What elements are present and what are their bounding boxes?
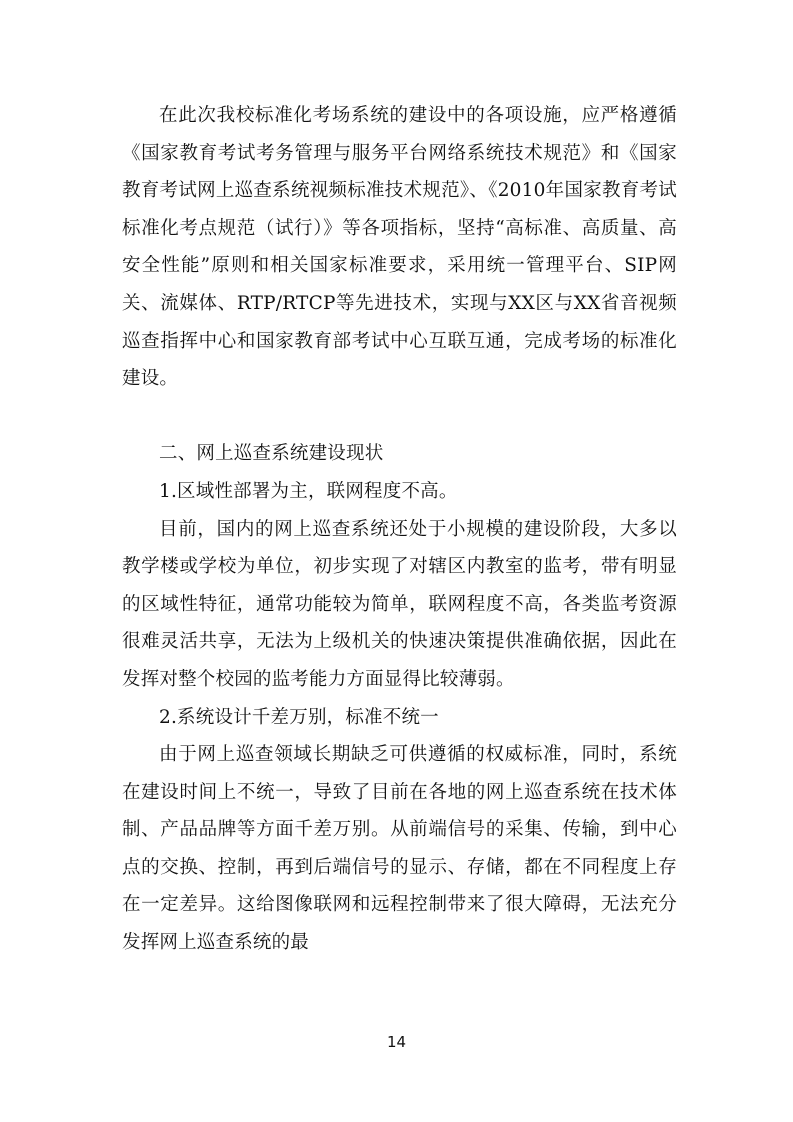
- subsection-heading-1: 1.区域性部署为主，联网程度不高。: [159, 480, 458, 502]
- paragraph-spacer: [122, 398, 677, 436]
- section-heading: 二、网上巡查系统建设现状: [159, 443, 384, 465]
- intro-paragraph: 在此次我校标准化考场系统的建设中的各项设施，应严格遵循《国家教育考试考务管理与服务平台网络系统技术规范》和《国家教育考试网上巡查系统视频标准技术规范》、《2010年国家教育考试标准化考点规范（试行）》等各项指标，坚持“高标准、高质量、高安全性能”原则和相关国家标准要求，采用统一管理平台、SIP网关、流媒体、RTP/RTCP等先进技术，实现与XX区与XX省音视频巡查指挥中心和国家教育部考试中心互联互通，完成考场的标准化建设。: [122, 105, 677, 390]
- body-paragraph-2: 由于网上巡查领域长期缺乏可供遵循的权威标准，同时，系统在建设时间上不统一，导致了目前在各地的网上巡查系统在技术体制、产品品牌等方面千差万别。从前端信号的采集、传输，到中心点的交换、控制，再到后端信号的显示、存储，都在不同程度上存在一定差异。这给图像联网和远程控制带来了很大障碍，无法充分发挥网上巡查系统的最: [122, 744, 677, 954]
- page-number: 14: [386, 1033, 407, 1051]
- subsection-heading-2: 2.系统设计千差万别，标准不统一: [159, 706, 439, 728]
- body-paragraph-1: 目前，国内的网上巡查系统还处于小规模的建设阶段，大多以教学楼或学校为单位，初步实现了对辖区内教室的监考，带有明显的区域性特征，通常功能较为简单，联网程度不高，各类监考资源很难灵活共享，无法为上级机关的快速决策提供准确依据，因此在发挥对整个校园的监考能力方面显得比较薄弱。: [122, 518, 677, 690]
- document-body: [122, 97, 677, 962]
